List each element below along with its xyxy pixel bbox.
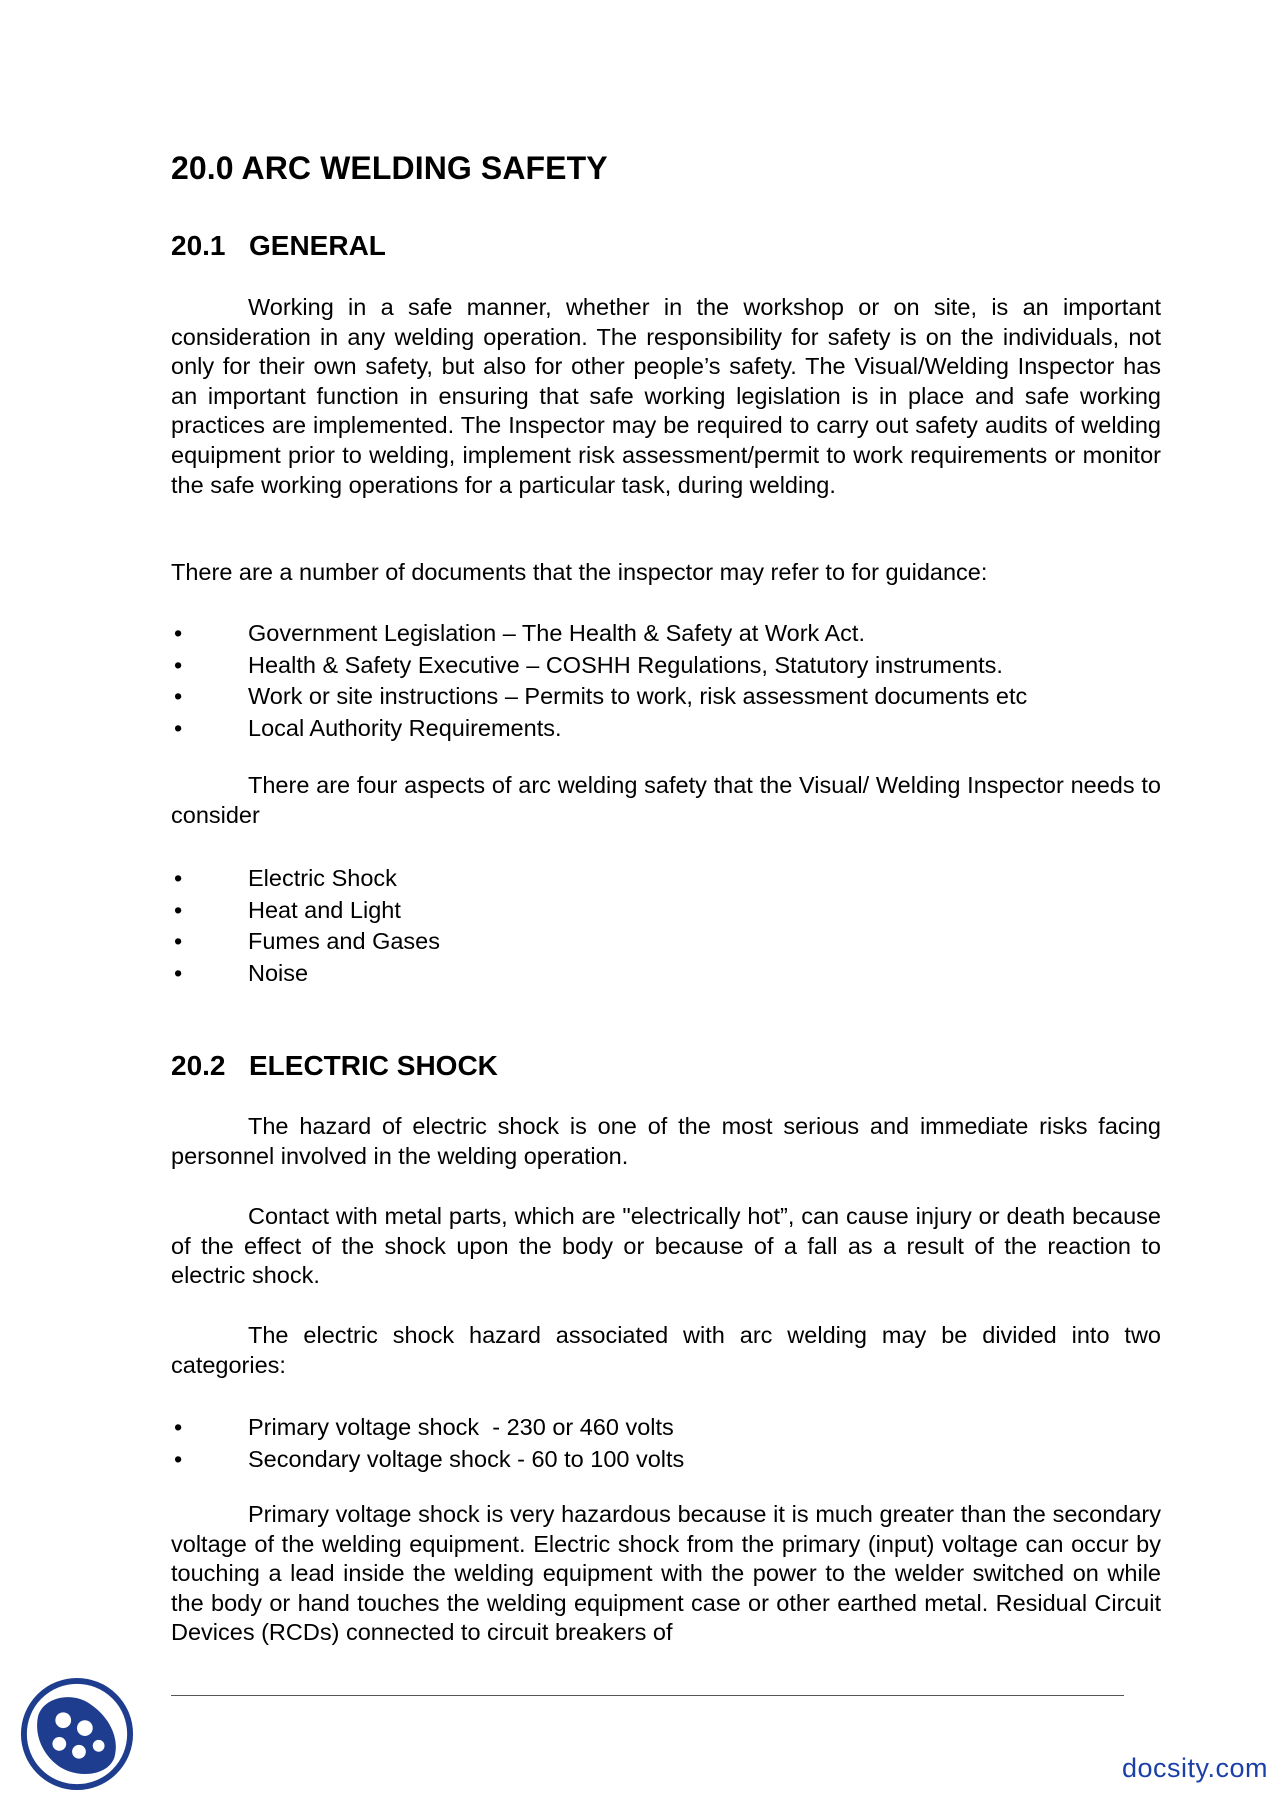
bullet-icon: • [174,683,183,709]
list-item [171,713,1027,745]
list-item [171,1444,684,1476]
paragraph: Working in a safe manner, whether in the workshop or on site, is an important consideration in any welding operation. The responsibility for safety is on the individuals, not only for their own safety, but also for other people’s safety. The Visual/Welding Inspector has an important function in ensuring that safe working legislation is in place and safe working practices are implemented. The Inspector may be required to carry out safety audits of welding equipment prior to welding, implement risk assessment/permit to work requirements or monitor the safe working operations for a particular task, during welding. [171,294,1161,498]
section-number: 20.2 [171,1050,226,1081]
bullet-icon: • [174,959,183,986]
page-title: 20.0 ARC WELDING SAFETY [171,150,608,186]
list-item-text: Noise [248,959,309,986]
list-item [171,618,1027,650]
aspects-list [171,863,440,989]
paragraph: Primary voltage shock is very hazardous because it is much greater than the secondary voltage of the welding equipment. Electric shock from the primary (input) voltage can occur by touching a lead inside the welding equipment with the power to the welder switched on while the body or hand touches the welding equipment case or other earthed metal. Residual Circuit Devices (RCDs) connected to circuit breakers of [171,1501,1161,1646]
list-item [171,863,440,895]
list-item-text: Local Authority Requirements. [248,714,562,741]
section-title: ELECTRIC SHOCK [249,1050,498,1081]
list-item [171,681,1027,713]
docsity-brand-link[interactable]: docsity.com [1121,1753,1268,1783]
list-item-text: Fumes and Gases [248,928,441,954]
bullet-icon: • [174,928,183,954]
list-item-text: Secondary voltage shock - 60 to 100 volts [248,1445,685,1472]
bullet-icon: • [174,651,183,678]
list-item-text: Work or site instructions – Permits to work, risk assessment documents etc [248,683,1028,709]
bullet-icon: • [174,1414,183,1440]
bullet-icon: • [174,865,183,891]
bullet-icon: • [174,896,183,923]
section-title: GENERAL [249,230,386,261]
list-item [171,958,440,990]
paragraph: The electric shock hazard associated with arc welding may be divided into two categories: [171,1322,1161,1378]
section-heading-general [171,230,386,262]
bullet-icon: • [174,620,183,646]
list-item [171,926,440,958]
documents-list [171,618,1027,744]
list-item [171,1412,684,1444]
list-item-text: Electric Shock [248,865,397,891]
bullet-icon: • [174,1445,183,1472]
docsity-logo-icon [18,1675,136,1793]
list-item [171,650,1027,682]
footer-divider [171,1695,1124,1696]
paragraph: The hazard of electric shock is one of the most serious and immediate risks facing personnel involved in the welding operation. [171,1113,1161,1169]
paragraph: There are four aspects of arc welding safety that the Visual/ Welding Inspector needs to consider [171,772,1161,828]
list-item-text: Primary voltage shock - 230 or 460 volts [248,1414,674,1440]
list-item [171,895,440,927]
section-number: 20.1 [171,230,226,261]
section-heading-electric-shock [171,1050,498,1082]
list-item-text: Government Legislation – The Health & Safety at Work Act. [248,620,865,646]
bullet-icon: • [174,714,183,741]
list-item-text: Health & Safety Executive – COSHH Regulations, Statutory instruments. [248,651,1003,678]
list-item-text: Heat and Light [248,896,401,923]
paragraph: There are a number of documents that the inspector may refer to for guidance: [171,559,988,585]
paragraph: Contact with metal parts, which are "electrically hot”, can cause injury or death because of the effect of the shock upon the body or because of a fall as a result of the reaction to electric shock. [171,1203,1161,1289]
categories-list [171,1412,684,1475]
